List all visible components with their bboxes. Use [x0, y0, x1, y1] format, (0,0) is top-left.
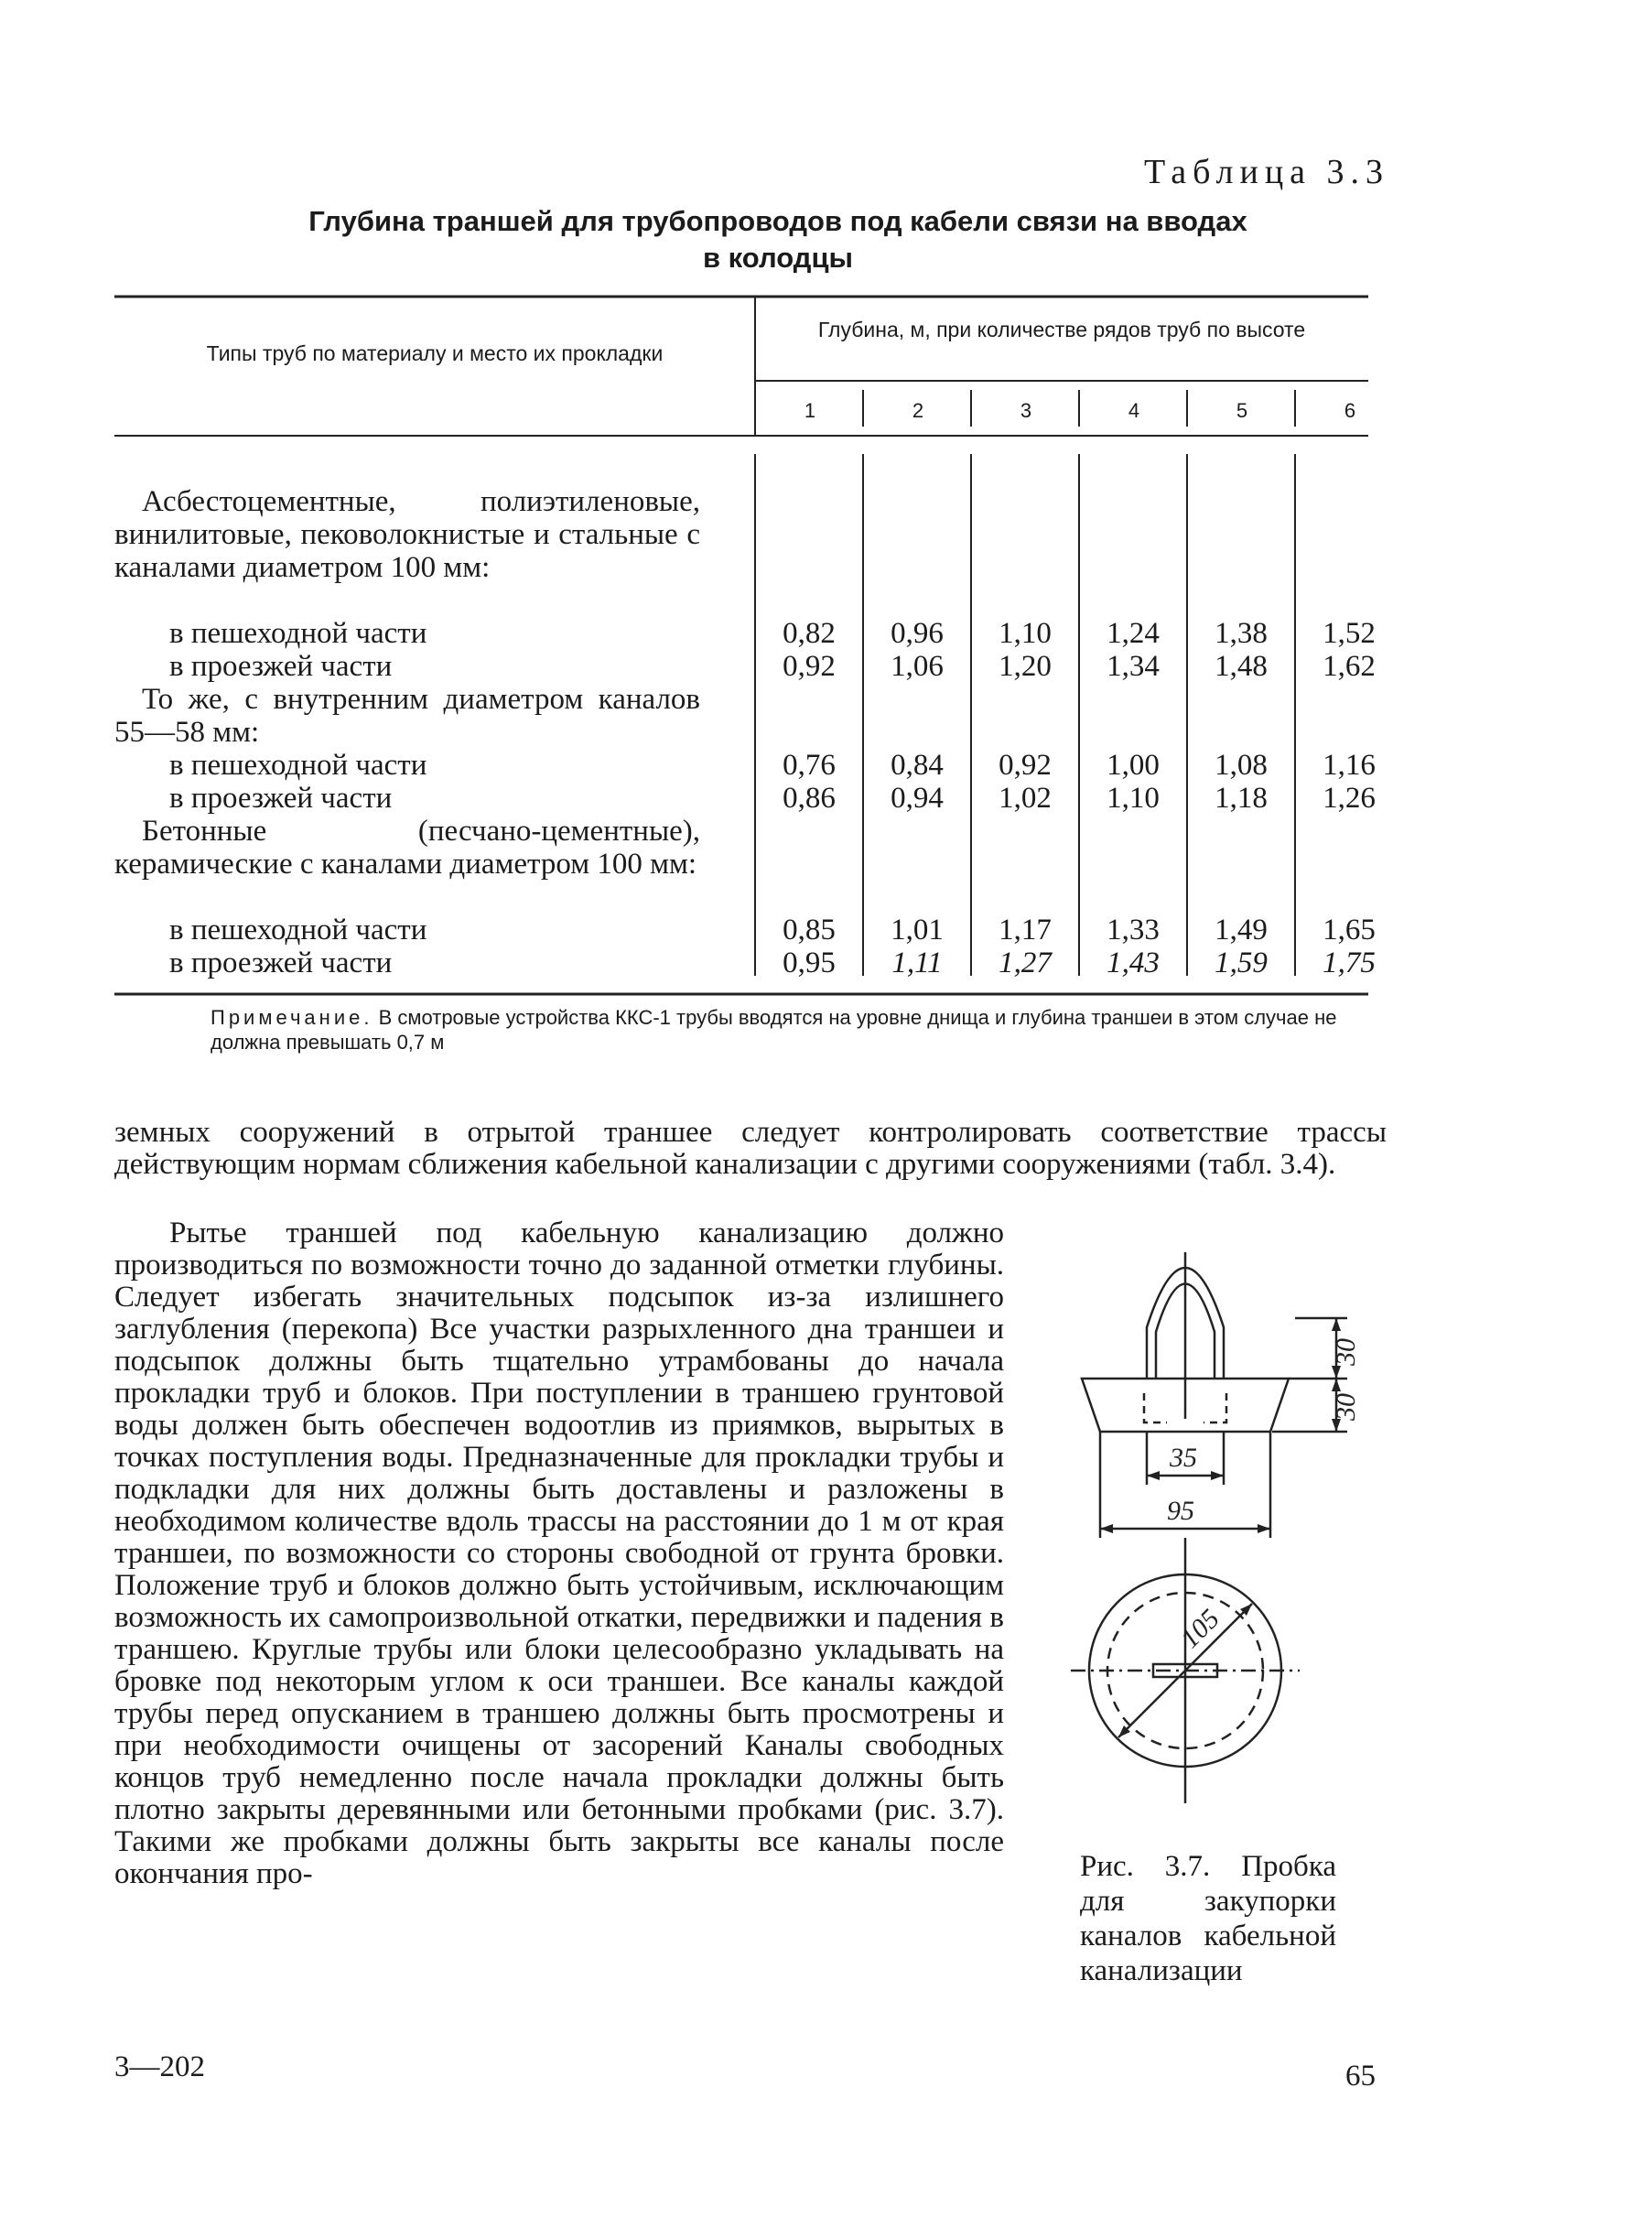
arrow [1332, 1318, 1341, 1331]
dim-label-35: 35 [1170, 1443, 1197, 1473]
value-cell: 0,85 [783, 914, 836, 946]
value-cell: 0,94 [891, 782, 944, 815]
col-num-5: 5 [1236, 399, 1248, 422]
value-cell: 1,38 [1215, 617, 1268, 650]
value-cell: 1,24 [1107, 617, 1160, 650]
table-note [211, 1005, 1364, 1055]
dim-label-95: 95 [1167, 1496, 1194, 1526]
arrow [1332, 1379, 1341, 1391]
dim-label-30-bottom: 30 [1331, 1393, 1361, 1421]
row-label: в проезжей части [169, 650, 393, 683]
arrow [1258, 1524, 1270, 1533]
figure-caption: Рис. 3.7. Пробка для закупорки каналов кабельной канализации [1080, 1850, 1336, 1987]
value-cell: 1,26 [1323, 782, 1376, 815]
value-cell: 0,84 [891, 749, 944, 782]
value-cell: 1,34 [1107, 650, 1160, 683]
value-cell: 1,43 [1107, 946, 1160, 979]
value-cell: 0,92 [999, 749, 1052, 782]
value-cell: 0,95 [783, 946, 836, 979]
printer-signature: 3—202 [114, 2050, 205, 2083]
arrow [1100, 1524, 1113, 1533]
value-cell: 0,92 [783, 650, 836, 683]
col-num-4: 4 [1128, 399, 1140, 422]
value-cell: 1,17 [999, 914, 1052, 946]
value-cell: 1,65 [1323, 914, 1376, 946]
value-cell: 1,62 [1323, 650, 1376, 683]
col-num-3: 3 [1020, 399, 1032, 422]
depth-table [114, 293, 1376, 998]
col-num-2: 2 [912, 399, 924, 422]
value-cell: 1,01 [891, 914, 944, 946]
value-cell: 0,96 [891, 617, 944, 650]
table-title-line2: в колодцы [703, 242, 853, 274]
value-cell: 1,59 [1215, 946, 1268, 979]
value-cell: 1,75 [1323, 946, 1376, 979]
row-label: в проезжей части [169, 782, 393, 815]
table-title-line1: Глубина траншей для трубопроводов под кабели связи на вводах [308, 205, 1247, 237]
col-num-6: 6 [1344, 399, 1356, 422]
dim-label-105: 105 [1174, 1603, 1226, 1654]
col-num-1: 1 [804, 399, 816, 422]
row-label: в проезжей части [169, 946, 393, 979]
value-cell: 1,33 [1107, 914, 1160, 946]
page-number: 65 [1345, 2060, 1376, 2093]
arrow [1211, 1471, 1224, 1480]
value-cell: 1,10 [1107, 782, 1160, 815]
value-cell: 1,48 [1215, 650, 1268, 683]
value-cell: 1,02 [999, 782, 1052, 815]
value-cell: 1,00 [1107, 749, 1160, 782]
value-cell: 1,06 [891, 650, 944, 683]
value-cell: 1,52 [1323, 617, 1376, 650]
group-title: Бетонные (песчано-цементные), керамические с каналами диаметром 100 мм: [114, 815, 700, 881]
value-cell: 1,10 [999, 617, 1052, 650]
value-cell: 1,20 [999, 650, 1052, 683]
group-title: То же, с внутренним диаметром каналов 55—58 мм: [114, 683, 700, 749]
table-label: Таблица 3.3 [1144, 153, 1390, 191]
value-cell: 0,82 [783, 617, 836, 650]
note-lead: Примечание. [211, 1006, 373, 1029]
value-cell: 0,86 [783, 782, 836, 815]
value-cell: 1,08 [1215, 749, 1268, 782]
figure-3-7 [1053, 1227, 1382, 1812]
dim-label-30-top: 30 [1331, 1338, 1361, 1366]
note-text: В смотровые устройства ККС-1 трубы вводятся на уровне днища и глубина траншеи в этом случае не должна превышать 0,7 м [211, 1006, 1337, 1054]
table-title [137, 203, 1419, 276]
plug-drawing [1053, 1227, 1382, 1812]
value-cell: 1,27 [999, 946, 1052, 979]
hidden-edge-right [1204, 1393, 1226, 1422]
arrow [1147, 1471, 1160, 1480]
value-cell: 1,18 [1215, 782, 1268, 815]
value-cell: 1,11 [891, 946, 943, 979]
group-title: Асбестоцементные, полиэтиленовые, винилитовые, пековолокнистые и стальные с каналами диаметром 100 мм: [114, 485, 700, 584]
paragraph-text: Рытье траншей под кабельную канализацию должно производиться по возможности точно до заданной отметки глубины. Следует избегать значительных подсыпок из-за излишнего заглубления (перекопа) Все участки разрыхленного дна траншеи и подсыпок должны быть тщательно утрамбованы до начала прокладки труб и блоков. При поступлении в траншею грунтовой воды должен быть обеспечен водоотлив из приямков, вырытых в точках поступления воды. Предназначенные для прокладки трубы и подкладки для них должны быть доставлены и разложены в необходимом количестве вдоль трассы на расстоянии до 1 м от края траншеи, по возможности со стороны свободной от грунта бровки. Положение труб и блоков должно быть устойчивым, исключающим возможность их самопроизвольной откатки, передвижки и падения в траншею. Круглые трубы или блоки целесообразно укладывать на бровке под некоторым углом к оси траншеи. Все каналы каждой трубы перед опусканием в траншею должны быть просмотрены и при необходимости очищены от засорений Каналы свободных концов труб немедленно после начала прокладки должны быть плотно закрыты деревянными или бетонными пробками (рис. 3.7). Такими же пробками должны быть закрыты все каналы после окончания про- [114, 1217, 1004, 1890]
paragraph-main [114, 1217, 1004, 1890]
value-cell: 1,16 [1323, 749, 1376, 782]
paragraph-continuation: земных сооружений в отрытой траншее следует контролировать соответствие трассы действующим нормам сближения кабельной канализации с другими сооружениями (табл. 3.4). [114, 1116, 1387, 1181]
value-cell: 0,76 [783, 749, 836, 782]
header-depth: Глубина, м, при количестве рядов труб по высоте [817, 318, 1306, 341]
row-label: в пешеходной части [169, 617, 427, 650]
row-label: в пешеходной части [169, 749, 427, 782]
value-cell: 1,49 [1215, 914, 1268, 946]
arrow [1332, 1366, 1341, 1379]
header-type: Типы труб по материалу и место их прокладки [206, 341, 664, 365]
row-label: в пешеходной части [169, 914, 427, 946]
hidden-edge-left [1144, 1393, 1167, 1422]
